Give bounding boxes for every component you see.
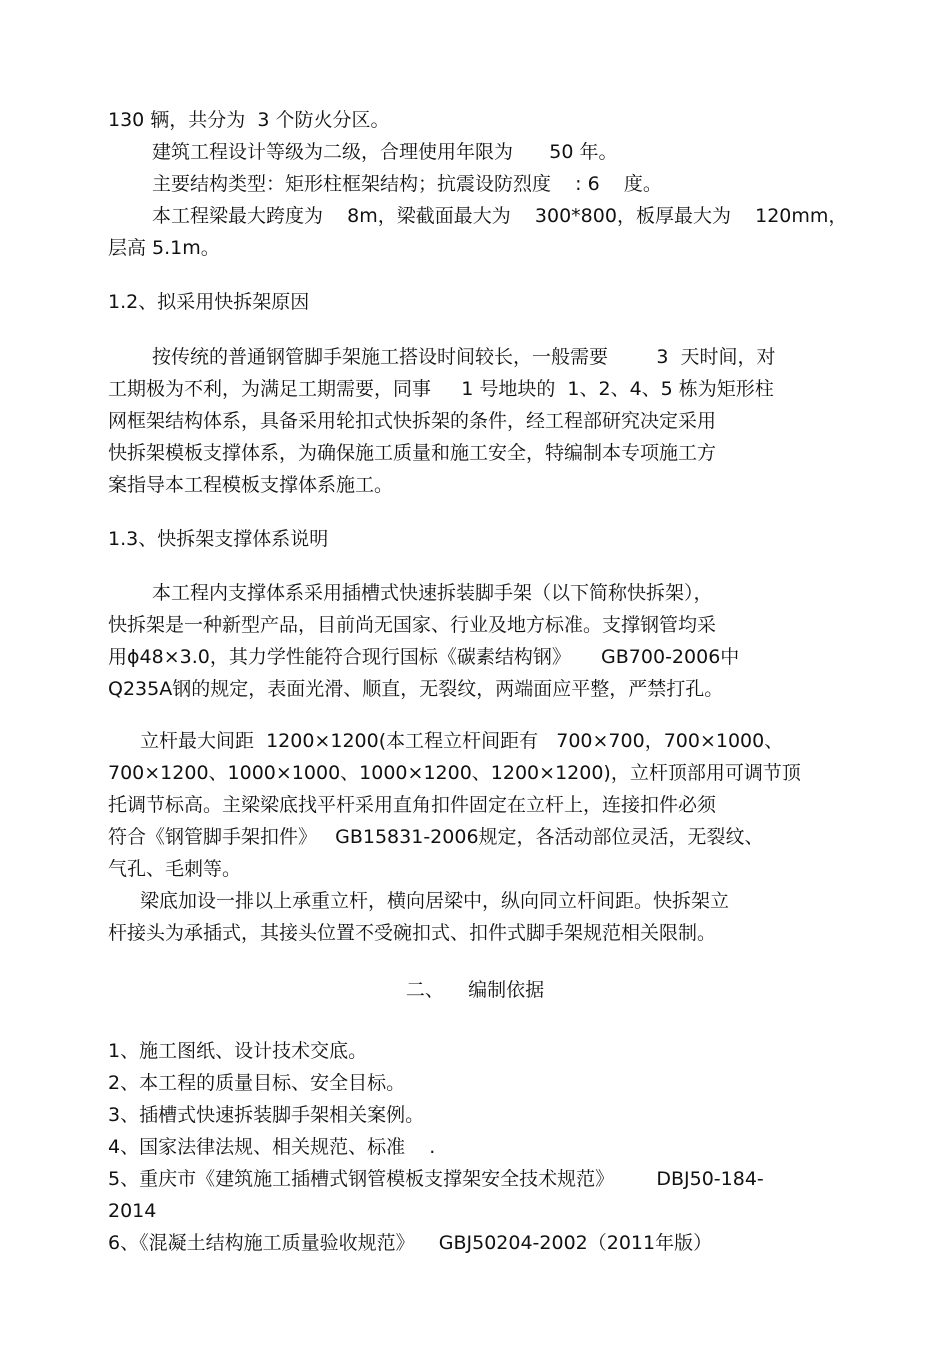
section-1-3-para2-line: 气孔、毛刺等。 — [108, 858, 242, 880]
basis-list-item: 2、本工程的质量目标、安全目标。 — [108, 1072, 406, 1094]
basis-list-item-continuation: 2014 — [108, 1200, 157, 1222]
section-1-3-heading: 1.3、快拆架支撑体系说明 — [108, 528, 329, 550]
section-1-3-para1-line: 快拆架是一种新型产品，目前尚无国家、行业及地方标准。支撑钢管均采 — [108, 614, 717, 636]
section-1-2-line: 网框架结构体系，具备采用轮扣式快拆架的条件，经工程部研究决定采用 — [108, 410, 717, 432]
basis-list-item: 3、插槽式快速拆装脚手架相关案例。 — [108, 1104, 425, 1126]
basis-list-item: 6、《混凝土结构施工质量验收规范》 GBJ50204-2002（2011年版） — [108, 1232, 713, 1254]
section-1-2-line: 案指导本工程模板支撑体系施工。 — [108, 474, 394, 496]
section-1-3-para2-line: 托调节标高。主梁梁底找平杆采用直角扣件固定在立杆上，连接扣件必须 — [108, 794, 717, 816]
section-1-3-para1-line: Q235A钢的规定，表面光滑、顺直，无裂纹，两端面应平整，严禁打孔。 — [108, 678, 724, 700]
section-1-2-line: 工期极为不利，为满足工期需要，同事 1 号地块的 1、2、4、5 栋为矩形柱 — [108, 378, 774, 400]
basis-list-item: 1、施工图纸、设计技术交底。 — [108, 1040, 368, 1062]
intro-line-3: 主要结构类型：矩形柱框架结构；抗震设防烈度 : 6 度。 — [152, 173, 662, 195]
section-1-3-para1-line: 本工程内支撑体系采用插槽式快速拆装脚手架（以下简称快拆架）， — [152, 582, 713, 604]
basis-list-item: 4、国家法律法规、相关规范、标准 . — [108, 1136, 436, 1158]
section-1-2-heading: 1.2、拟采用快拆架原因 — [108, 291, 310, 313]
basis-list-item: 5、重庆市《建筑施工插槽式钢管模板支撑架安全技术规范》 DBJ50-184- — [108, 1168, 764, 1190]
section-1-3-para1-line: 用ϕ48×3.0，其力学性能符合现行国标《碳素结构钢》 GB700-2006中 — [108, 646, 740, 668]
section-1-3-para3-line: 梁底加设一排以上承重立杆，横向居梁中，纵向同立杆间距。快拆架立 — [140, 890, 730, 912]
intro-line-2: 建筑工程设计等级为二级，合理使用年限为 50 年。 — [152, 141, 618, 163]
section-1-3-para2-line: 符合《钢管脚手架扣件》 GB15831-2006规定，各活动部位灵活，无裂纹、 — [108, 826, 764, 848]
section-1-3-para2-line: 700×1200、1000×1000、1000×1200、1200×1200)，立杆顶部用可调节顶 — [108, 762, 801, 784]
intro-line-1: 130 辆，共分为 3 个防火分区。 — [108, 109, 390, 131]
section-1-2-line: 快拆架模板支撑体系，为确保施工质量和施工安全，特编制本专项施工方 — [108, 442, 717, 464]
section-1-3-para2-line: 立杆最大间距 1200×1200(本工程立杆间距有 700×700，700×1000、 — [140, 730, 784, 752]
section-1-2-line: 按传统的普通钢管脚手架施工搭设时间较长，一般需要 3 天时间，对 — [152, 346, 776, 368]
section-2-heading: 二、 编制依据 — [405, 979, 545, 1001]
intro-line-4: 本工程梁最大跨度为 8m，梁截面最大为 300*800，板厚最大为 120mm， — [152, 205, 848, 227]
intro-line-5: 层高 5.1m。 — [108, 237, 220, 259]
section-1-3-para3-line: 杆接头为承插式，其接头位置不受碗扣式、扣件式脚手架规范相关限制。 — [108, 922, 717, 944]
